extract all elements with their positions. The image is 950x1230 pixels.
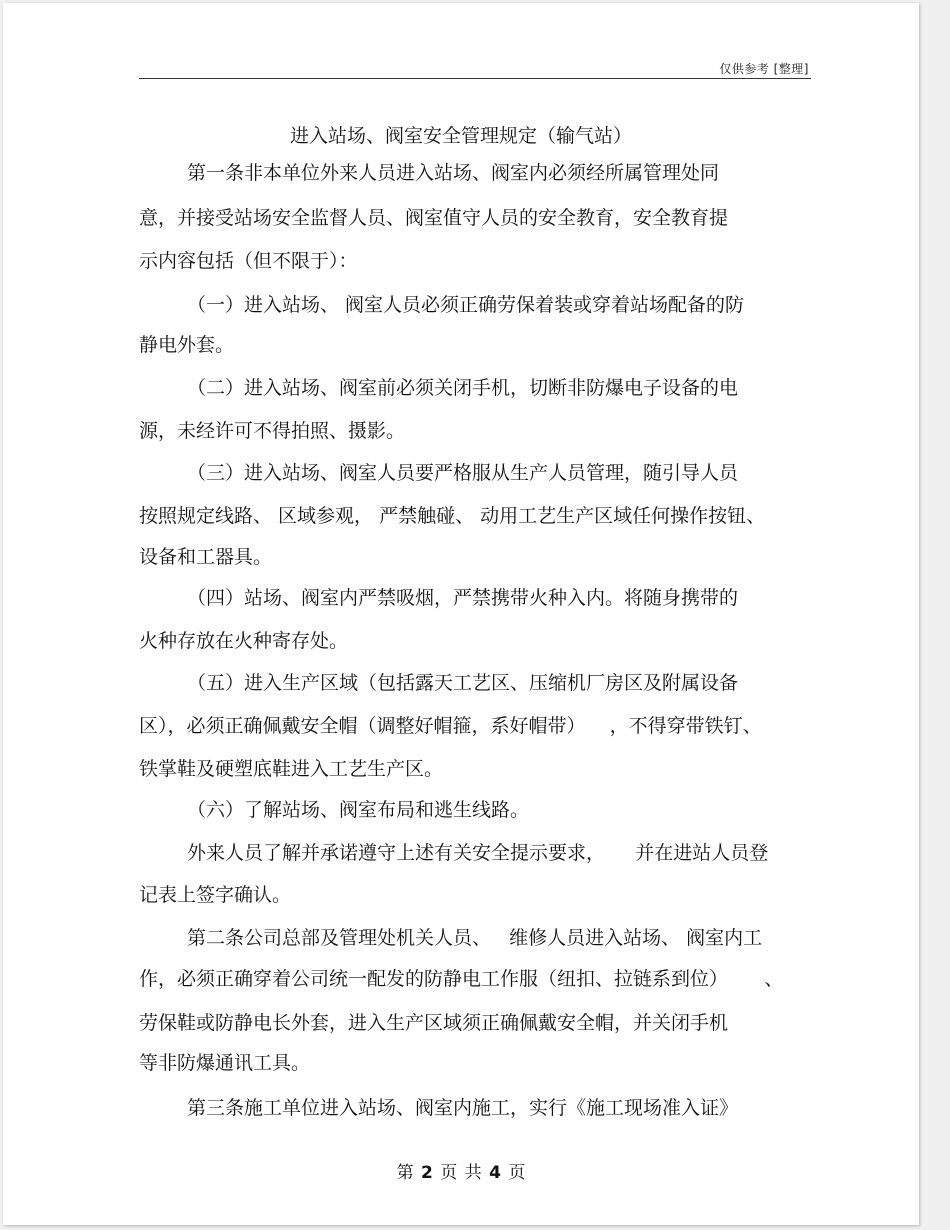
paragraph-line: 按照规定线路、 区域参观， 严禁触碰、 动用工艺生产区域任何操作按钮、: [139, 505, 766, 527]
document-page: [3, 3, 919, 1225]
paragraph-line: 第一条非本单位外来人员进入站场、阀室内必须经所属管理处同: [187, 162, 720, 184]
paragraph-line: （五）进入生产区域（包括露天工艺区、压缩机厂房区及附属设备: [187, 672, 739, 694]
paragraph-line: 示内容包括（但不限于）：: [139, 250, 358, 272]
paragraph-line: 劳保鞋或防静电长外套，进入生产区域须正确佩戴安全帽，并关闭手机: [139, 1012, 729, 1034]
header-note: 仅供参考 [整理]: [719, 62, 809, 76]
paragraph-line: （一）进入站场、 阀室人员必须正确劳保着装或穿着站场配备的防: [187, 294, 745, 316]
paragraph-line: 设备和工器具。: [139, 546, 273, 568]
footer-suffix: 页: [508, 1163, 526, 1183]
paragraph-line: （六）了解站场、阀室布局和逃生线路。: [187, 799, 530, 821]
header-divider: [139, 78, 811, 79]
page-footer: [3, 1158, 919, 1183]
document-title: 进入站场、阀室安全管理规定（输气站）: [289, 125, 632, 147]
paragraph-line: 记表上签字确认。: [139, 884, 292, 906]
total-page-count: 4: [489, 1163, 501, 1183]
footer-prefix: 第: [396, 1163, 414, 1183]
paragraph-line: 第二条公司总部及管理处机关人员、 维修人员进入站场、 阀室内工: [187, 927, 763, 949]
paragraph-line: 火种存放在火种寄存处。: [139, 630, 349, 652]
paragraph-line: 外来人员了解并承诺遵守上述有关安全提示要求， 并在进站人员登: [187, 842, 769, 864]
paragraph-line: （二）进入站场、阀室前必须关闭手机，切断非防爆电子设备的电: [187, 377, 739, 399]
paragraph-line: 第三条施工单位进入站场、阀室内施工，实行《施工现场准入证》: [187, 1097, 739, 1119]
paragraph-line: 静电外套。: [139, 334, 235, 356]
current-page-number: 2: [421, 1163, 433, 1183]
paragraph-line: 区），必须正确佩戴安全帽（调整好帽箍，系好帽带） ，不得穿带铁钉、: [139, 715, 762, 737]
paragraph-line: 作，必须正确穿着公司统一配发的防静电工作服（纽扣、拉链系到位） 、: [139, 968, 784, 990]
paragraph-line: 意，并接受站场安全监督人员、阀室值守人员的安全教育，安全教育提: [139, 207, 729, 229]
paragraph-line: （三）进入站场、阀室人员要严格服从生产人员管理，随引导人员: [187, 462, 739, 484]
paragraph-line: 等非防爆通讯工具。: [139, 1052, 311, 1074]
footer-middle: 页 共: [440, 1163, 482, 1183]
paragraph-line: 铁掌鞋及硬塑底鞋进入工艺生产区。: [139, 758, 444, 780]
paragraph-line: 源，未经许可不得拍照、摄影。: [139, 420, 406, 442]
paragraph-line: （四）站场、阀室内严禁吸烟，严禁携带火种入内。将随身携带的: [187, 587, 739, 609]
